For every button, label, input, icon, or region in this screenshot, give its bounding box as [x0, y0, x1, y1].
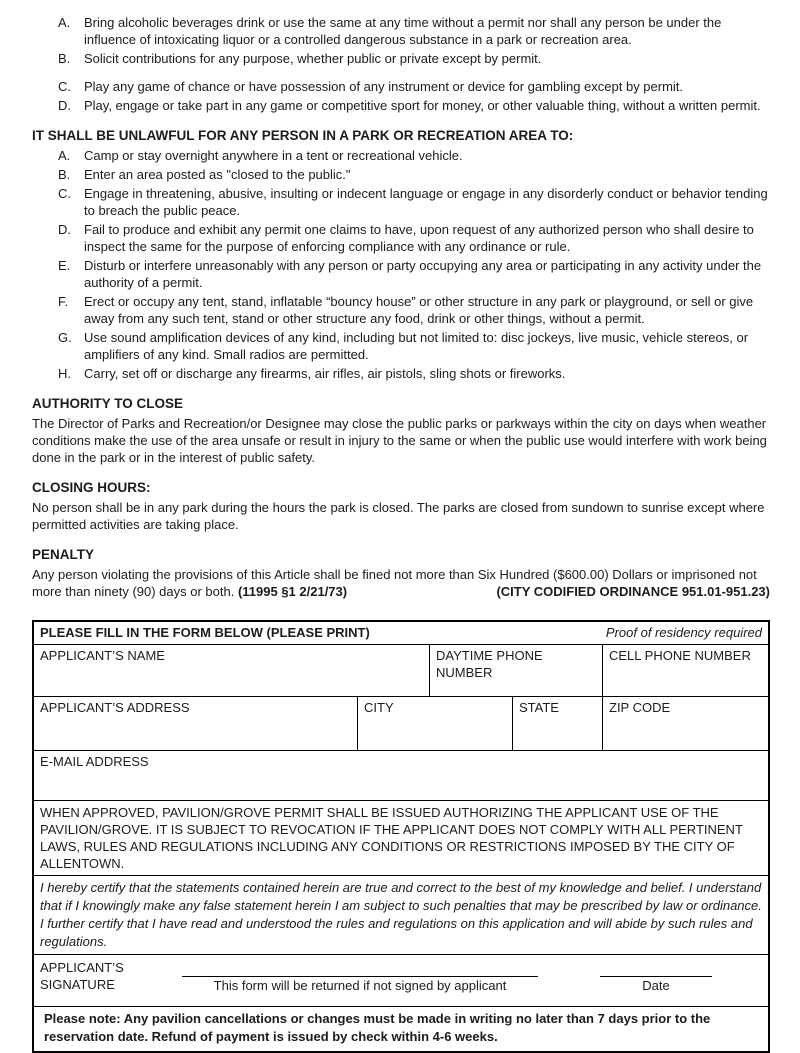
codified-ordinance: (CITY CODIFIED ORDINANCE 951.01-951.23): [496, 584, 770, 599]
form-header-row: [34, 622, 768, 644]
heading-authority-to-close: AUTHORITY TO CLOSE: [32, 396, 184, 411]
applicant-address-field[interactable]: APPLICANT’S ADDRESS: [40, 700, 190, 715]
list-item: [58, 185, 770, 219]
list-item: [58, 293, 770, 327]
email-address-field[interactable]: E-MAIL ADDRESS: [40, 754, 149, 769]
applicant-name-field[interactable]: APPLICANT’S NAME: [40, 648, 165, 663]
list-item-text: Play any game of chance or have possession of any instrument or device for gambling except by permit.: [84, 79, 684, 94]
list-item-text: Bring alcoholic beverages drink or use the same at any time without a permit nor shall any person be under the influence of intoxicating liquor or a controlled dangerous substance in a park or recreation area.: [84, 15, 722, 47]
penalty-body: [32, 566, 770, 600]
list-item: [58, 221, 770, 255]
authority-body: The Director of Parks and Recreation/or Designee may close the public parks or parkways within the city on days when weather conditions make the use of the area unsafe or result in injury to the same or when the public use would interfere with work being done in the park or in the interest of public safety.: [32, 416, 767, 465]
date-line[interactable]: [600, 959, 712, 977]
prohibited-acts-list: [32, 14, 770, 114]
form-note-row: [34, 1006, 768, 1051]
application-form: [32, 620, 770, 1053]
cell-phone-field[interactable]: CELL PHONE NUMBER: [602, 645, 768, 696]
form-name-row: [34, 644, 768, 696]
heading-closing-hours: CLOSING HOURS:: [32, 480, 151, 495]
list-item-text: Camp or stay overnight anywhere in a tent or recreational vehicle.: [84, 148, 463, 163]
list-item-text: Erect or occupy any tent, stand, inflatable “bouncy house” or other structure in any park or playground, or sell or give away from any such tent, stand or other structure any food, drink or other things, without a permit.: [84, 294, 754, 326]
list-item: [58, 166, 770, 183]
list-item-letter: B.: [58, 167, 71, 182]
list-item-letter: G.: [58, 330, 72, 345]
list-item-text: Fail to produce and exhibit any permit one claims to have, upon request of any authorized person who shall desire to inspect the same for the purpose of enforcing compliance with any ordinance or rule.: [84, 222, 754, 254]
list-item-letter: H.: [58, 366, 71, 381]
list-item-text: Disturb or interfere unreasonably with any person or party occupying any area or participating in any activity under the authority of a permit.: [84, 258, 762, 290]
signature-note: This form will be returned if not signed by applicant: [213, 978, 507, 993]
list-item: [58, 365, 770, 382]
list-item: [58, 50, 770, 67]
list-item-letter: E.: [58, 258, 71, 273]
list-item: [58, 78, 770, 95]
signature-line[interactable]: [182, 959, 538, 977]
form-address-row: [34, 696, 768, 750]
approval-terms-text: WHEN APPROVED, PAVILION/GROVE PERMIT SHALL BE ISSUED AUTHORIZING THE APPLICANT USE OF THE PAVILION/GROVE. IT IS SUBJECT TO REVOCATION IF THE APPLICANT DOES NOT COMPLY WITH ALL PERTINENT LAWS, RULES AND REGULATIONS INCLUDING ANY CONDITIONS OR RESTRICTIONS IMPOSED BY THE CITY OF ALLENTOWN.: [40, 805, 743, 871]
list-item: [58, 97, 770, 114]
list-item: [58, 257, 770, 291]
form-header-title: PLEASE FILL IN THE FORM BELOW (PLEASE PRINT): [40, 625, 370, 640]
list-item: [58, 147, 770, 164]
state-field[interactable]: STATE: [512, 697, 602, 750]
heading-penalty: PENALTY: [32, 547, 95, 562]
certification-text: I hereby certify that the statements contained herein are true and correct to the best of my knowledge and belief. I understand that if I knowingly make any false statement herein I am subject to such penalties that may be prescribed by law or ordinance. I further certify that I have read and understood the rules and regulations on this application and will abide by such rules and regulations.: [40, 880, 762, 949]
form-approval-row: [34, 800, 768, 875]
form-email-row: [34, 750, 768, 800]
list-item-text: Solicit contributions for any purpose, whether public or private except by permit.: [84, 51, 542, 66]
list-item-letter: D.: [58, 98, 71, 113]
list-item-letter: C.: [58, 186, 71, 201]
list-item-letter: A.: [58, 148, 71, 163]
list-item-text: Carry, set off or discharge any firearms, air rifles, air pistols, sling shots or fireworks.: [84, 366, 566, 381]
unlawful-list: [32, 147, 770, 382]
zip-code-field[interactable]: ZIP CODE: [602, 697, 768, 750]
list-item-letter: B.: [58, 51, 71, 66]
penalty-citation: (11995 §1 2/21/73): [237, 584, 348, 599]
form-certify-row: [34, 875, 768, 954]
penalty-text: Any person violating the provisions of this Article shall be fined not more than Six Hundred ($600.00) Dollars or imprisoned not more than ninety (90) days or both.: [32, 567, 757, 599]
signature-label: APPLICANT’S SIGNATURE: [40, 960, 124, 992]
residency-note: Proof of residency required: [605, 625, 762, 640]
list-item-text: Use sound amplification devices of any kind, including but not limited to: disc jockeys, live music, vehicle stereos, or amplifiers of any kind. Small radios are permitted.: [84, 330, 749, 362]
list-item: [58, 14, 770, 48]
list-item-letter: D.: [58, 222, 71, 237]
list-item: [58, 329, 770, 363]
list-item-letter: C.: [58, 79, 71, 94]
list-item-text: Enter an area posted as "closed to the public.": [84, 167, 351, 182]
list-item-letter: A.: [58, 15, 71, 30]
form-signature-row: [34, 954, 768, 1006]
list-item-text: Play, engage or take part in any game or competitive sport for money, or other valuable thing, without a written permit.: [84, 98, 761, 113]
city-field[interactable]: CITY: [357, 697, 512, 750]
cancellation-note: Please note: Any pavilion cancellations or changes must be made in writing no later than 7 days prior to the reservation date. Refund of payment is issued by check within 4-6 weeks.: [44, 1011, 711, 1044]
daytime-phone-field[interactable]: DAYTIME PHONE NUMBER: [429, 645, 602, 696]
closing-body: No person shall be in any park during the hours the park is closed. The parks are closed from sundown to sunrise except where permitted activities are taking place.: [32, 500, 765, 532]
heading-unlawful: IT SHALL BE UNLAWFUL FOR ANY PERSON IN A PARK OR RECREATION AREA TO:: [32, 128, 574, 143]
list-item-text: Engage in threatening, abusive, insulting or indecent language or engage in any disorderly conduct or behavior tending to breach the public peace.: [84, 186, 768, 218]
date-label: Date: [642, 978, 670, 993]
list-item-letter: F.: [58, 294, 69, 309]
